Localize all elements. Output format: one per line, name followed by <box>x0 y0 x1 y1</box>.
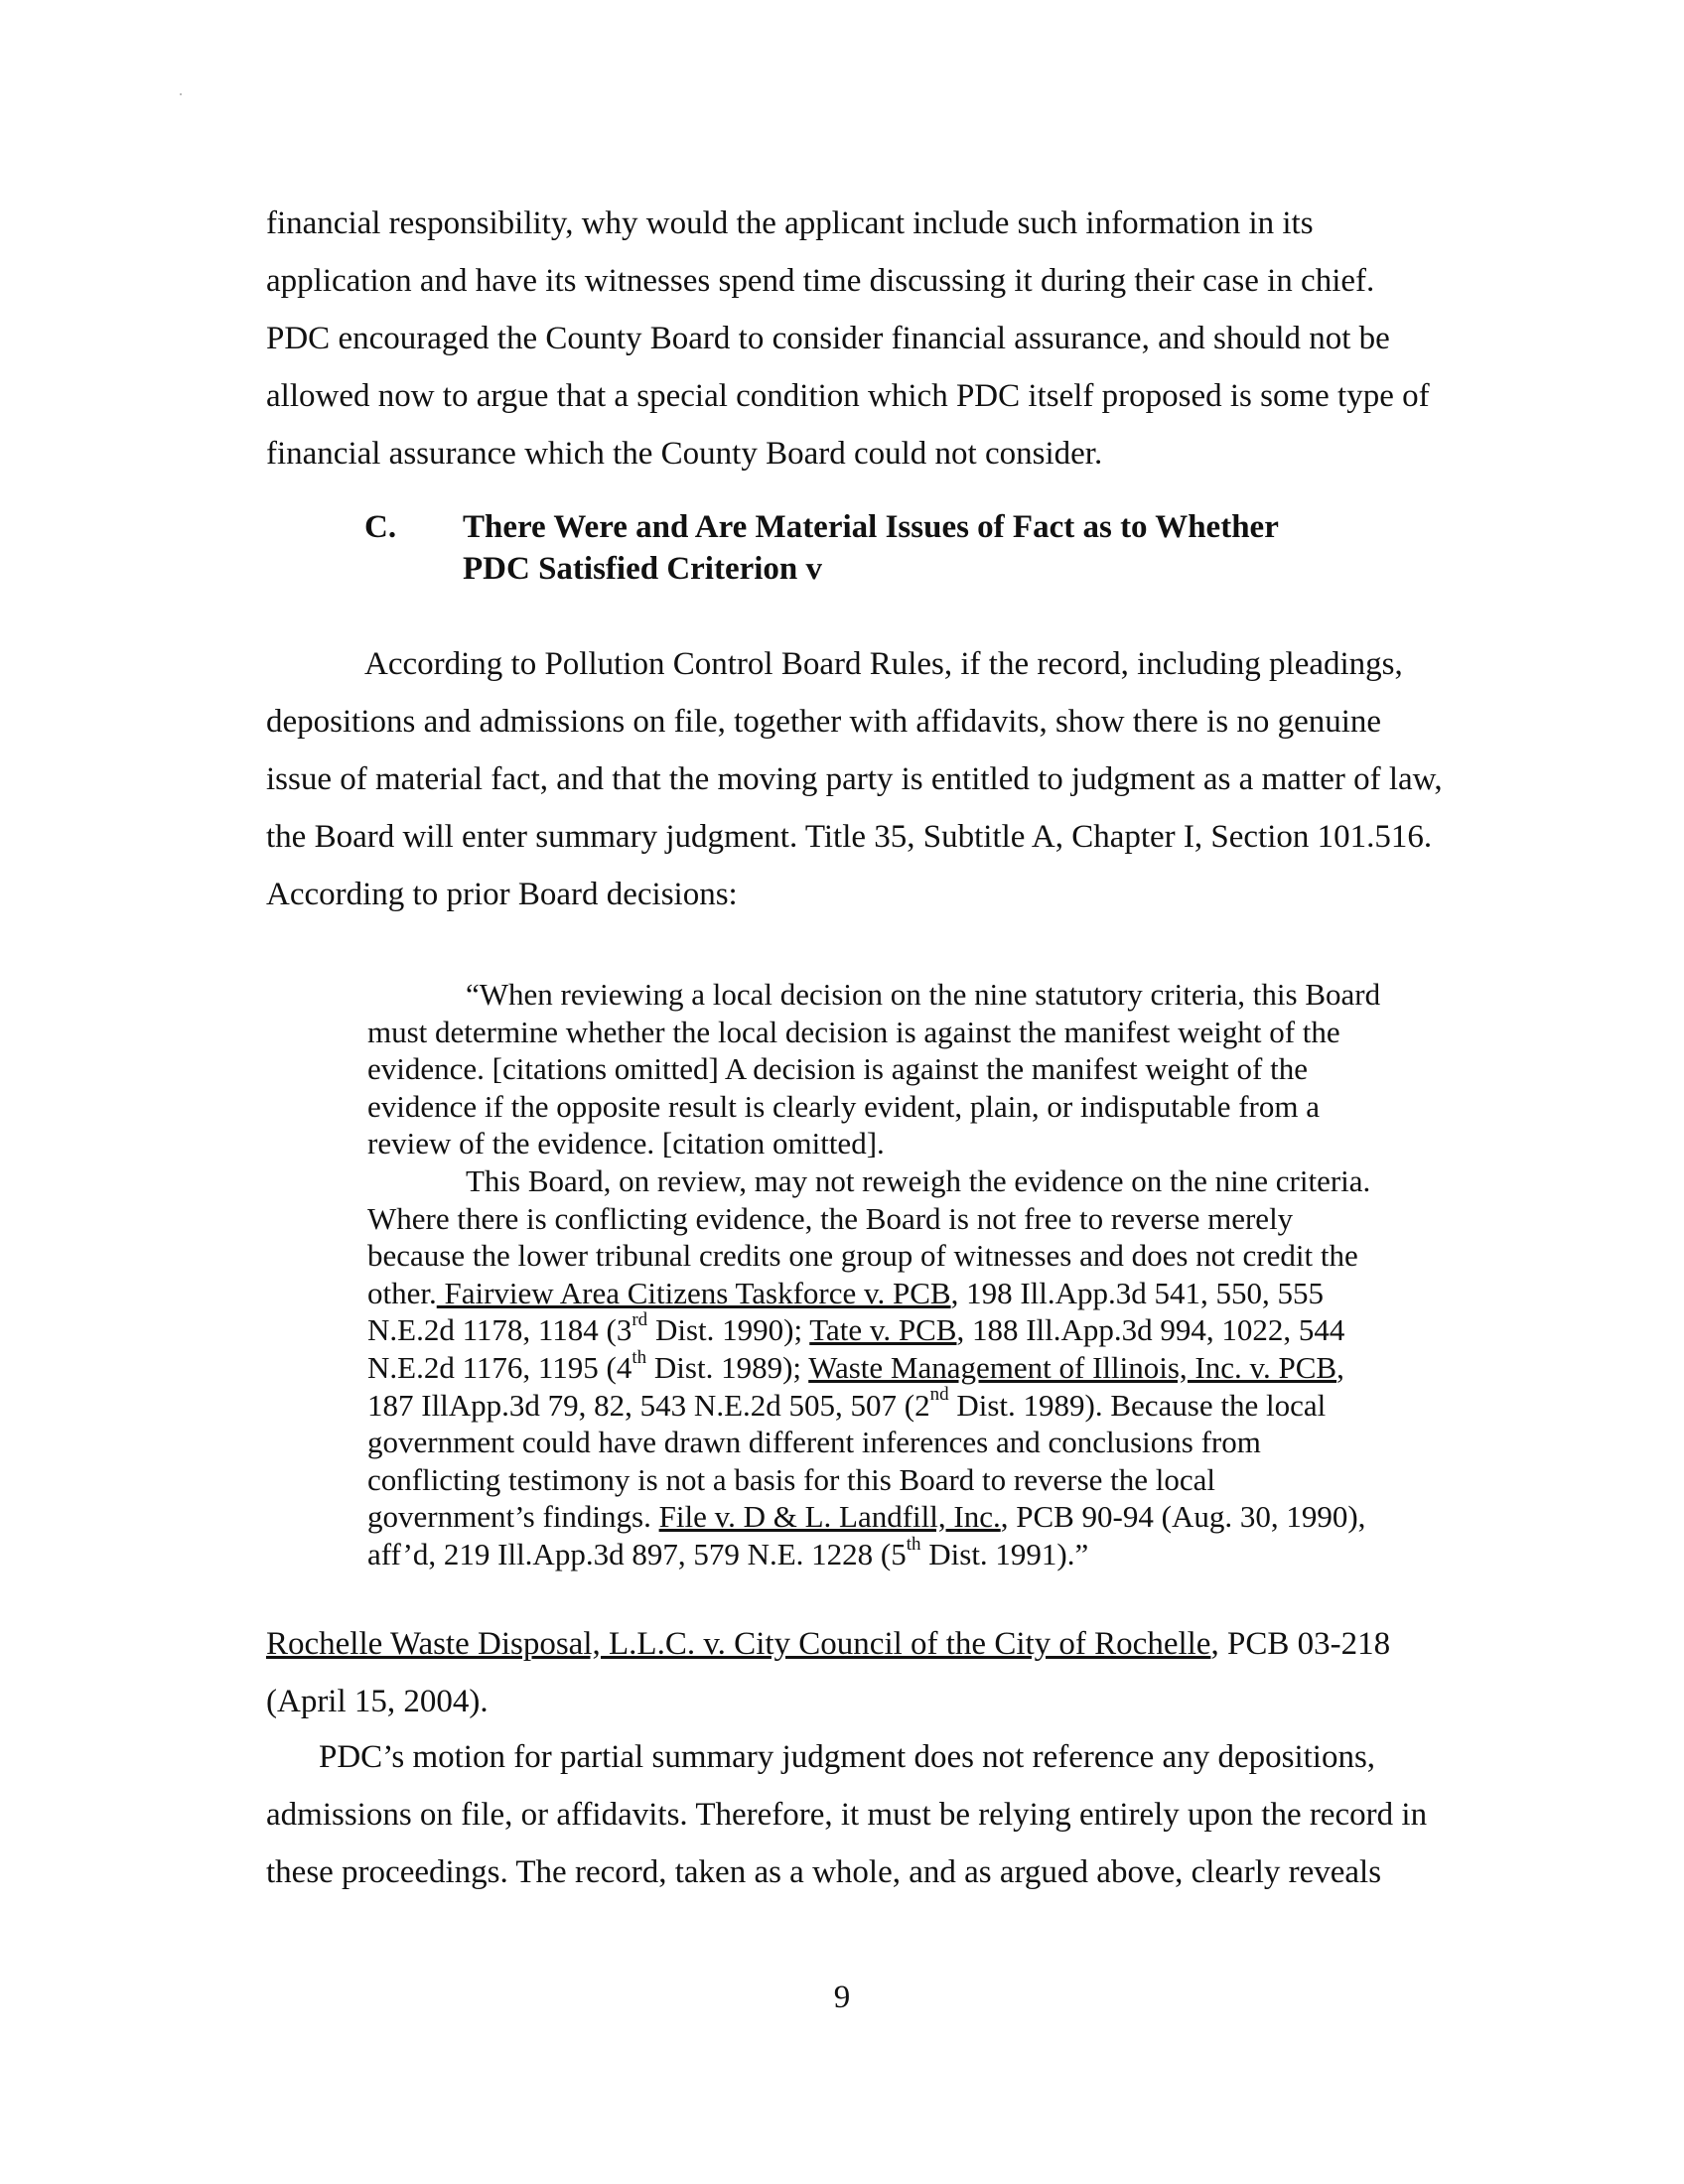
superscript: rd <box>632 1309 648 1331</box>
quote-line: government could have drawn different inferences and conclusions from <box>367 1425 1261 1460</box>
text-run: , PCB 90-94 (Aug. 30, 1990), <box>1000 1499 1366 1535</box>
quote-line: because the lower tribunal credits one group of witnesses and does not credit the <box>367 1238 1358 1274</box>
section-letter: C. <box>364 509 397 545</box>
quote-line: evidence. [citations omitted] A decision is against the manifest weight of the <box>367 1051 1308 1087</box>
text-run: N.E.2d 1176, 1195 (4 <box>367 1349 632 1385</box>
quote-line: “When reviewing a local decision on the nine statutory criteria, this Board <box>466 977 1381 1012</box>
text-line: the Board will enter summary judgment. Title 35, Subtitle A, Chapter I, Section 101.516. <box>266 819 1433 855</box>
text-line: financial responsibility, why would the applicant include such information in its <box>266 205 1314 241</box>
text-run: , <box>1336 1349 1344 1385</box>
text-run: Dist. 1989); <box>646 1349 809 1385</box>
section-title-line: PDC Satisfied Criterion v <box>463 551 823 587</box>
intro-paragraph <box>266 195 1438 482</box>
case-name: Waste Management of Illinois, Inc. v. PCB <box>808 1349 1337 1385</box>
page-number: 9 <box>833 1979 851 2015</box>
quote-line <box>367 1346 1450 1387</box>
text-run: aff’d, 219 Ill.App.3d 897, 579 N.E. 1228 (5 <box>367 1536 907 1571</box>
citation-line: (April 15, 2004). <box>266 1684 489 1719</box>
text-run: Dist. 1990); <box>647 1312 810 1348</box>
text-line: PDC encouraged the County Board to consider financial assurance, and should not be <box>266 321 1390 356</box>
text-run: Dist. 1991).” <box>920 1536 1089 1571</box>
text-run: N.E.2d 1178, 1184 (3 <box>367 1312 632 1348</box>
quote-line <box>367 1384 1450 1425</box>
quote-line: This Board, on review, may not reweigh the evidence on the nine criteria. <box>466 1162 1371 1198</box>
quote-line <box>367 1311 1450 1349</box>
quote-line: review of the evidence. [citation omitted]. <box>367 1126 885 1161</box>
quote-line <box>367 1275 1450 1312</box>
section-title-line: There Were and Are Material Issues of Fact as to Whether <box>463 509 1279 545</box>
text-line: allowed now to argue that a special condition which PDC itself proposed is some type of <box>266 378 1430 414</box>
text-line: financial assurance which the County Board could not consider. <box>266 436 1103 472</box>
superscript: th <box>906 1533 921 1555</box>
text-line: admissions on file, or affidavits. Therefore, it must be relying entirely upon the record in <box>266 1797 1428 1833</box>
text-line: According to prior Board decisions: <box>266 877 738 912</box>
case-name: File v. D & L. Landfill, Inc. <box>658 1499 1001 1535</box>
quote-line: evidence if the opposite result is clearly evident, plain, or indisputable from a <box>367 1088 1320 1124</box>
text-line: depositions and admissions on file, together with affidavits, show there is no genuine <box>266 704 1382 740</box>
case-name: Fairview Area Citizens Taskforce v. PCB <box>436 1275 951 1310</box>
quote-line <box>367 1498 1450 1536</box>
scan-speck <box>180 93 182 95</box>
text-run: , 188 Ill.App.3d 994, 1022, 544 <box>956 1312 1345 1348</box>
case-name: Rochelle Waste Disposal, L.L.C. v. City Council of the City of Rochelle <box>266 1626 1211 1662</box>
text-run: government’s findings. <box>367 1499 659 1535</box>
text-line: application and have its witnesses spend time discussing it during their case in chief. <box>266 263 1375 299</box>
text-run: other. <box>367 1275 437 1310</box>
quote-line: conflicting testimony is not a basis for this Board to reverse the local <box>367 1461 1216 1497</box>
citation-paragraph <box>266 1615 1438 1730</box>
text-line: According to Pollution Control Board Rules, if the record, including pleadings, <box>364 646 1403 682</box>
text-run: Dist. 1989). Because the local <box>948 1387 1327 1423</box>
text-run: , 198 Ill.App.3d 541, 550, 555 <box>950 1275 1325 1310</box>
citation-line <box>266 1615 1438 1673</box>
block-quote <box>367 976 1450 1573</box>
text-line: these proceedings. The record, taken as a whole, and as argued above, clearly reveals <box>266 1854 1382 1890</box>
text-run: , PCB 03-218 <box>1210 1626 1391 1662</box>
quote-line: Where there is conflicting evidence, the Board is not free to reverse merely <box>367 1200 1294 1236</box>
text-line: issue of material fact, and that the moving party is entitled to judgment as a matter of law, <box>266 761 1443 797</box>
case-name: Tate v. PCB <box>809 1312 957 1348</box>
final-paragraph <box>266 1728 1438 1901</box>
rules-paragraph <box>266 635 1443 923</box>
text-run: 187 IllApp.3d 79, 82, 543 N.E.2d 505, 507 (2 <box>367 1387 930 1423</box>
superscript: th <box>632 1346 647 1368</box>
text-line: PDC’s motion for partial summary judgment does not reference any depositions, <box>319 1739 1376 1775</box>
section-title <box>463 506 1356 590</box>
quote-line <box>367 1533 1450 1573</box>
superscript: nd <box>929 1384 949 1406</box>
quote-line: must determine whether the local decision is against the manifest weight of the <box>367 1014 1340 1049</box>
